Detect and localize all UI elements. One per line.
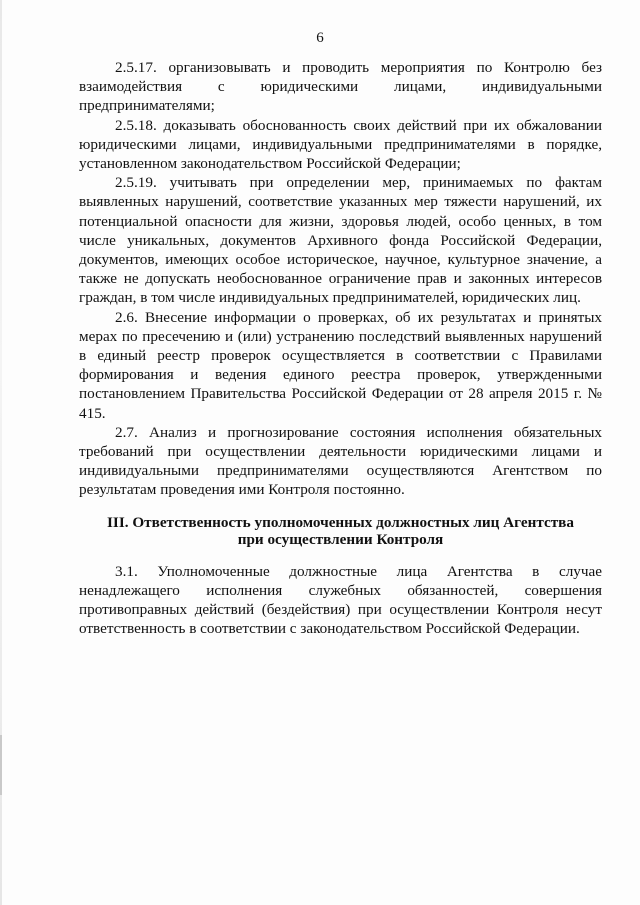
section-heading-line-1: III. Ответственность уполномоченных должностных лиц Агентства — [107, 513, 574, 531]
paragraph-2-5-18: 2.5.18. доказывать обоснованность своих действий при их обжаловании юридическими лицами, индивидуальными предпринимателями в порядке, установленном законодательством Российской Федерации; — [79, 116, 602, 173]
paragraph-2-5-17: 2.5.17. организовывать и проводить мероприятия по Контролю без взаимодействия с юридическими лицами, индивидуальными предпринимателями; — [79, 59, 602, 115]
paragraph-2-5-19: 2.5.19. учитывать при определении мер, принимаемых по фактам выявленных нарушений, соответствие указанных мер тяжести нарушений, их потенциальной опасности для жизни, здоровья людей, особо ценных, в том числе уникальных, документов Архивного фонда Российской Федерации, документов, имеющих особое историческое, научное, культурное значение, а также не допускать необоснованное ограничение прав и законных интересов граждан, в том числе индивидуальных предпринимателей, юридических лиц. — [79, 174, 602, 307]
document-body — [79, 58, 602, 638]
paragraph-3-1: 3.1. Уполномоченные должностные лица Агентства в случае ненадлежащего исполнения служебных обязанностей, совершения противоправных действий (бездействия) при осуществлении Контроля несут ответственность в соответствии с законодательством Российской Федерации. — [79, 562, 602, 638]
section-heading — [79, 514, 602, 548]
paragraph-2-6: 2.6. Внесение информации о проверках, об их результатах и принятых мерах по пресечению и (или) устранению последствий выявленных нарушений в единый реестр проверок осуществляется в соответствии с Правилами формирования и ведения единого реестра проверок, утвержденными постановлением Правительства Российской Федерации от 28 апреля 2015 г. № 415. — [79, 308, 602, 422]
page-number: 6 — [316, 30, 324, 46]
scan-edge-mark — [0, 735, 2, 795]
section-heading-line-2: при осуществлении Контроля — [237, 530, 444, 548]
paragraph-2-7: 2.7. Анализ и прогнозирование состояния исполнения обязательных требований при осуществлении деятельности юридическими лицами и индивидуальными предпринимателями осуществляются Агентством по результатам проведения ими Контроля постоянно. — [79, 423, 602, 499]
